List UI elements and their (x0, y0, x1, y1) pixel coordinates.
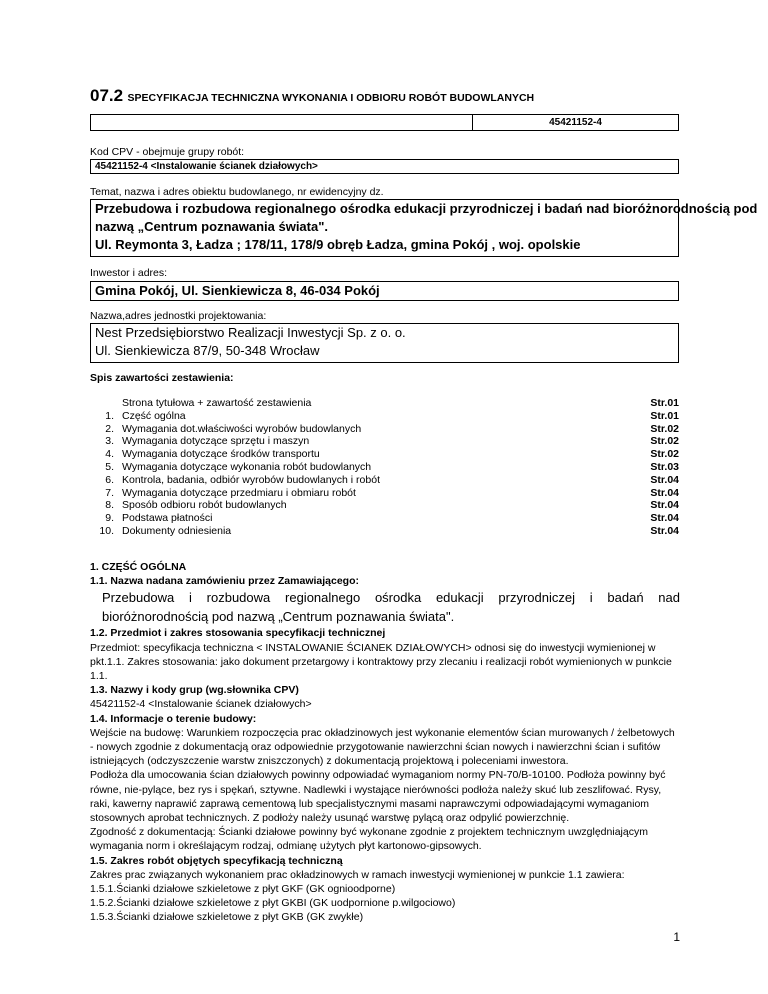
toc-page: Str.02 (650, 448, 679, 461)
toc-row (90, 474, 679, 487)
list-item: 1.5.3.Ścianki działowe szkieletowe z płyt GKB (GK zwykłe) (90, 911, 364, 924)
toc-title: Wymagania dotyczące wykonania robót budowlanych (122, 460, 372, 473)
designer-line: Ul. Sienkiewicza 87/9, 50-348 Wrocław (95, 343, 320, 358)
designer-line: Nest Przedsiębiorstwo Realizacji Inwestycji Sp. z o. o. (95, 325, 406, 340)
title-text: SPECYFIKACJA TECHNICZNA WYKONANIA I ODBIORU ROBÓT BUDOWLANYCH (127, 92, 535, 104)
cpv-value: 45421152-4 <Instalowanie ścianek działowych> (95, 161, 318, 172)
order-name: Przebudowa i rozbudowa regionalnego ośrodka edukacji przyrodniczej i badań nad bioróżnorodnością pod nazwą „Centrum poznawania świata". (102, 590, 680, 625)
object-label: Temat, nazwa i adres obiektu budowlanego, nr ewidencyjny dz. (90, 186, 384, 198)
toc-page: Str.04 (650, 473, 679, 486)
toc-number: 3. (105, 435, 114, 448)
object-line: Ul. Reymonta 3, Ładza ; 178/11, 178/9 obręb Ładza, gmina Pokój , woj. opolskie (95, 237, 581, 252)
toc-number: 2. (105, 422, 114, 435)
list-item: 1.5.2.Ścianki działowe szkieletowe z płyt GKBI (GK uodpornione p.wilgociowo) (90, 897, 456, 910)
toc-title: Wymagania dotyczące przedmiaru i obmiaru robót (122, 486, 356, 499)
toc-number: 9. (105, 512, 114, 525)
toc-row (90, 448, 679, 461)
toc-row (90, 525, 679, 538)
paragraph: Przedmiot: specyfikacja techniczna < INSTALOWANIE ŚCIANEK DZIAŁOWYCH> odnosi się do inwestycji wymienionej w pkt.1.1. Zakres stosowania: jako dokument przetargowy i kontraktowy przy zlecaniu i realizacji robót wymienionych w punkcie 1.1. (90, 641, 672, 683)
toc-row (90, 435, 679, 448)
toc-row (90, 512, 679, 525)
section-heading: 1.1. Nazwa nadana zamówieniu przez Zamawiającego: (90, 575, 360, 588)
cpv-header-bar (90, 114, 679, 131)
toc-number: 6. (105, 473, 114, 486)
paragraph: 45421152-4 <Instalowanie ścianek działowych> (90, 698, 312, 711)
title-number: 07.2 (90, 86, 124, 105)
designer-box (90, 323, 679, 363)
toc-number: 8. (105, 499, 114, 512)
cpv-label: Kod CPV - obejmuje grupy robót: (90, 146, 245, 158)
toc-page: Str.04 (650, 499, 679, 512)
toc-title: Wymagania dotyczące środków transportu (122, 448, 320, 461)
toc-row (90, 423, 679, 436)
list-item: 1.5.1.Ścianki działowe szkieletowe z płyt GKF (GK ognioodporne) (90, 883, 396, 896)
toc-page: Str.04 (650, 512, 679, 525)
toc-page: Str.04 (650, 486, 679, 499)
toc-title: Strona tytułowa + zawartość zestawienia (122, 397, 312, 409)
object-box (90, 199, 758, 257)
toc-row (90, 499, 679, 512)
toc-page: Str.01 (650, 409, 679, 422)
toc-row (90, 410, 679, 423)
investor-box (90, 281, 679, 301)
toc-title: Dokumenty odniesienia (122, 524, 232, 537)
toc-row (90, 397, 679, 410)
toc-number: 10. (99, 524, 114, 537)
cpv-code-cell: 45421152-4 (472, 114, 679, 131)
toc-page: Str.02 (650, 422, 679, 435)
investor-value: Gmina Pokój, Ul. Sienkiewicza 8, 46-034 Pokój (95, 283, 380, 298)
toc-number: 4. (105, 448, 114, 461)
paragraph: Podłoża dla umocowania ścian działowych powinny odpowiadać wymaganiom normy PN-70/B-10100. Podłoża powinny być równe, nie-pylące, bez rys i spękań, sztywne. Nadlewki i wystające nierówności podłoża należy skuć lub zeszlifować. Rysy, raki, kawerny naprawić zaprawą cementową lub specjalistycznymi masami naprawczymi odpowiadającymi wymaganiom stosownych aprobat technicznych. Z podłoży należy usunąć warstwę pylącą oraz odpylić powierzchnię. (90, 769, 666, 825)
toc-heading: Spis zawartości zestawienia: (90, 372, 234, 384)
toc-number: 1. (105, 409, 114, 422)
section-heading: 1. CZĘŚĆ OGÓLNA (90, 561, 187, 573)
toc-number: 5. (105, 460, 114, 473)
investor-label: Inwestor i adres: (90, 267, 168, 279)
toc-title: Kontrola, badania, odbiór wyrobów budowlanych i robót (122, 473, 380, 486)
toc-number: 7. (105, 486, 114, 499)
document-title (90, 86, 534, 106)
toc-row (90, 461, 679, 474)
paragraph: Wejście na budowę: Warunkiem rozpoczęcia prac okładzinowych jest wykonanie elementów ścian murowanych / żelbetowych - nowych zgodnie z dokumentacją oraz odpowiednie przygotowanie nawierzchni ścian nowych i nawierzchni ścian i sufitów istniejących (odczyszczenie warstw zniszczonych) z dokumentacją projektową i poleceniami inwestora. (90, 726, 675, 768)
toc-title: Wymagania dot.właściwości wyrobów budowlanych (122, 422, 362, 435)
designer-label: Nazwa,adres jednostki projektowania: (90, 310, 267, 322)
toc-title: Sposób odbioru robót budowlanych (122, 499, 287, 512)
toc-title: Wymagania dotyczące sprzętu i maszyn (122, 435, 310, 448)
section-heading: 1.5. Zakres robót objętych specyfikacją techniczną (90, 854, 343, 867)
toc-title: Część ogólna (122, 409, 186, 422)
paragraph: Zakres prac związanych wykonaniem prac okładzinowych w ramach inwestycji wymienionej w punkcie 1.1 zawiera: (90, 868, 625, 881)
object-line: Przebudowa i rozbudowa regionalnego ośrodka edukacji przyrodniczej i badań nad bioróżnorodnością pod (95, 201, 758, 216)
toc-page: Str.04 (650, 524, 679, 537)
toc-row (90, 487, 679, 500)
section-heading: 1.4. Informacje o terenie budowy: (90, 712, 257, 725)
document-body (90, 560, 680, 925)
toc-title: Podstawa płatności (122, 512, 213, 525)
section-heading: 1.2. Przedmiot i zakres stosowania specyfikacji technicznej (90, 627, 386, 640)
toc-page: Str.01 (650, 397, 679, 409)
page-number: 1 (673, 930, 680, 944)
cpv-box (90, 159, 679, 174)
paragraph: Zgodność z dokumentacją: Ścianki działowe powinny być wykonane zgodnie z projektem technicznym uwzględniającym wymagania norm i określającym rodzaj, odmianę użytych płyt kartonowo-gipsowych. (90, 826, 648, 853)
object-line: nazwą „Centrum poznawania świata". (95, 219, 328, 234)
section-heading: 1.3. Nazwy i kody grup (wg.słownika CPV) (90, 684, 299, 697)
toc-page: Str.03 (650, 460, 679, 473)
table-of-contents (90, 397, 679, 538)
toc-page: Str.02 (650, 435, 679, 448)
